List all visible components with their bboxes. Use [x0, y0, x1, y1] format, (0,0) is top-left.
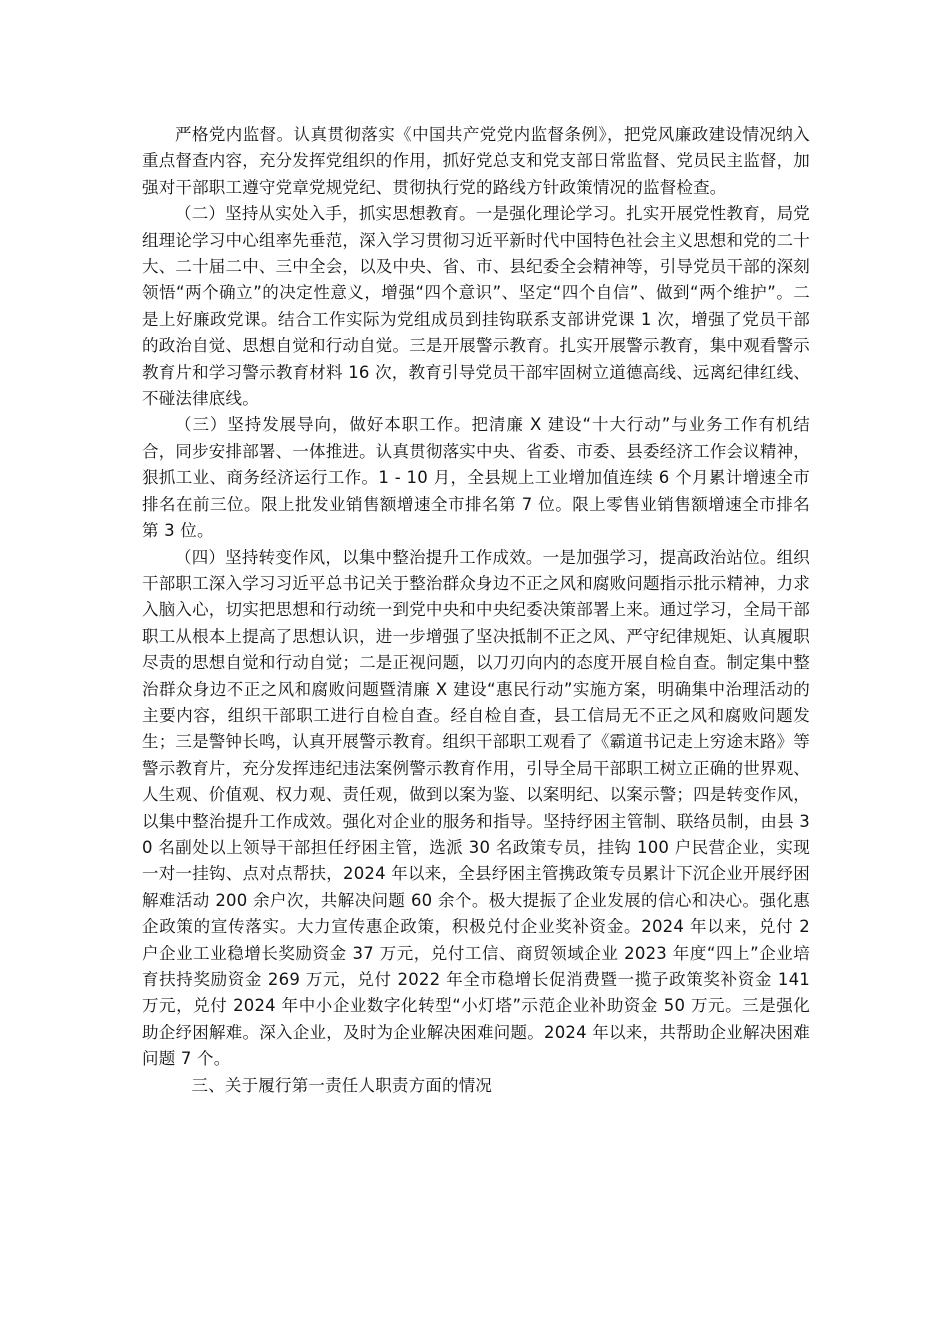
paragraph-ideological-education: （二）坚持从实处入手，抓实思想教育。一是强化理论学习。扎实开展党性教育，局党组理论学习中心组率先垂范，深入学习贯彻习近平新时代中国特色社会主义思想和党的二十大、二十届二中、三中全会，以及中央、省、市、县纪委全会精神等，引导党员干部的深刻领悟“两个确立”的决定性意义，增强“四个意识”、坚定“四个自信”、做到“两个维护”。二是上好廉政党课。结合工作实际为党组成员到挂钩联系支部讲党课 1 次，增强了党员干部的政治自觉、思想自觉和行动自觉。三是开展警示教育。扎实开展警示教育，集中观看警示教育片和学习警示教育材料 16 次，教育引导党员干部牢固树立道德高线、远离纪律红线、不碰法律底线。 — [142, 204, 810, 409]
paragraph-work-style: （四）坚持转变作风，以集中整治提升工作成效。一是加强学习，提高政治站位。组织干部职工深入学习习近平总书记关于整治群众身边不正之风和腐败问题指示批示精神，力求入脑入心，切实把思想和行动统一到党中央和中央纪委决策部署上来。通过学习，全局干部职工从根本上提高了思想认识，进一步增强了坚决抵制不正之风、严守纪律规矩、认真履职尽责的思想自觉和行动自觉；二是正视问题，以刀刃向内的态度开展自检自查。制定集中整治群众身边不正之风和腐败问题暨清廉 X 建设“惠民行动”实施方案，明确集中治理活动的主要内容，组织干部职工进行自检自查。经自检自查，县工信局无不正之风和腐败问题发生；三是警钟长鸣，认真开展警示教育。组织干部职工观看了《霸道书记走上穷途末路》等警示教育片，充分发挥违纪违法案例警示教育作用，引导全局干部职工树立正确的世界观、人生观、价值观、权力观、责任观，做到以案为鉴、以案明纪、以案示警；四是转变作风，以集中整治提升工作成效。强化对企业的服务和指导。坚持纾困主管制、联络员制，由县 30 名副处以上领导干部担任纾困主管，选派 30 名政策专员，挂钩 100 户民营企业，实现一对一挂钩、点对点帮扶，2024 年以来，全县纾困主管携政策专员累计下沉企业开展纾困解难活动 200 余户次，共解决问题 60 余个。极大提振了企业发展的信心和决心。强化惠企政策的宣传落实。大力宣传惠企政策，积极兑付企业奖补资金。2024 年以来，兑付 2 户企业工业稳增长奖励资金 37 万元，兑付工信、商贸领域企业 2023 年度“四上”企业培育扶持奖励资金 269 万元，兑付 2022 年全市稳增长促消费暨一揽子政策奖补资金 141 万元，兑付 2024 年中小企业数字化转型“小灯塔”示范企业补助资金 50 万元。三是强化助企纾困解难。深入企业，及时为企业解决困难问题。2024 年以来，共帮助企业解决困难问题 7 个。 — [142, 547, 810, 1069]
paragraph-development-orientation: （三）坚持发展导向，做好本职工作。把清廉 X 建设“十大行动”与业务工作有机结合，同步安排部署、一体推进。认真贯彻落实中央、省委、市委、县委经济工作会议精神，狠抓工业、商务经济运行工作。1 - 10 月，全县规上工业增加值连续 6 个月累计增速全市排名在前三位。限上批发业销售额增速全市排名第 7 位。限上零售业销售额增速全市排名第 3 位。 — [142, 415, 810, 541]
document-body — [142, 122, 810, 1099]
paragraph-party-supervision: 严格党内监督。认真贯彻落实《中国共产党党内监督条例》，把党风廉政建设情况纳入重点督查内容，充分发挥党组织的作用，抓好党总支和党支部日常监督、党员民主监督，加强对干部职工遵守党章党规党纪、贯彻执行党的路线方针政策情况的监督检查。 — [142, 125, 810, 197]
section-heading: 三、关于履行第一责任人职责方面的情况 — [191, 1075, 493, 1095]
